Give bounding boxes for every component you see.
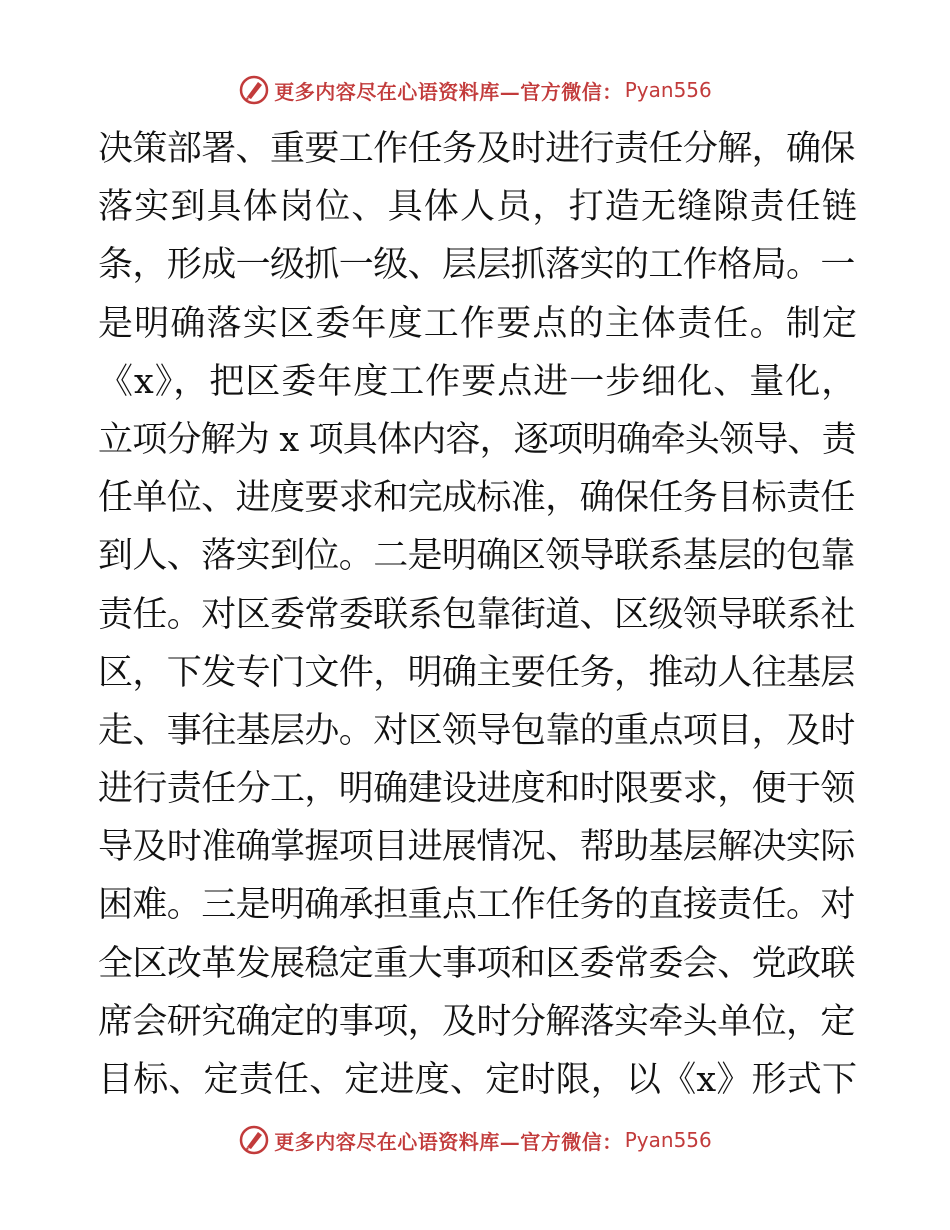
body-line: 条，形成一级抓一级、层层抓落实的工作格局。一 (98, 245, 855, 286)
quill-logo-icon (238, 1124, 270, 1156)
body-line: 导及时准确掌握项目进展情况、帮助基层解决实际 (98, 827, 855, 868)
document-body (98, 120, 858, 1109)
body-line: 决策部署、重要工作任务及时进行责任分解，确保 (98, 129, 855, 169)
body-line: 全区改革发展稳定重大事项和区委常委会、党政联 (98, 943, 855, 984)
body-line: 困难。三是明确承担重点工作任务的直接责任。对 (98, 885, 855, 926)
watermark-site-text: 更多内容尽在心语资料库—官方微信： (274, 1129, 623, 1154)
body-line: 到人、落实到位。二是明确区领导联系基层的包靠 (98, 536, 855, 577)
body-line: 席会研究确定的事项，及时分解落实牵头单位，定 (98, 1001, 855, 1042)
body-line: 是明确落实区委年度工作要点的主体责任。制定 (98, 303, 859, 344)
header-watermark (0, 70, 950, 110)
body-line: 落实到具体岗位、具体人员，打造无缝隙责任链 (98, 187, 859, 228)
footer-watermark (0, 1120, 950, 1160)
body-line: 任单位、进度要求和完成标准，确保任务目标责任 (98, 478, 855, 519)
body-line: 目标、定责任、定进度、定时限，以《x》形式下 (98, 1060, 858, 1100)
body-line: 区，下发专门文件，明确主要任务，推动人往基层 (98, 652, 855, 693)
watermark-wechat-id: Pyan556 (624, 78, 712, 102)
body-line: 责任。对区委常委联系包靠街道、区级领导联系社 (98, 594, 855, 635)
watermark-site-text: 更多内容尽在心语资料库—官方微信： (274, 79, 623, 104)
body-line: 立项分解为 x 项具体内容，逐项明确牵头领导、责 (98, 419, 856, 460)
body-line: 《x》，把区委年度工作要点进一步细化、量化， (98, 361, 858, 402)
body-line: 进行责任分工，明确建设进度和时限要求，便于领 (98, 769, 855, 810)
quill-logo-icon (238, 74, 270, 106)
watermark-wechat-id: Pyan556 (624, 1128, 712, 1152)
body-line: 走、事往基层办。对区领导包靠的重点项目，及时 (98, 710, 855, 751)
